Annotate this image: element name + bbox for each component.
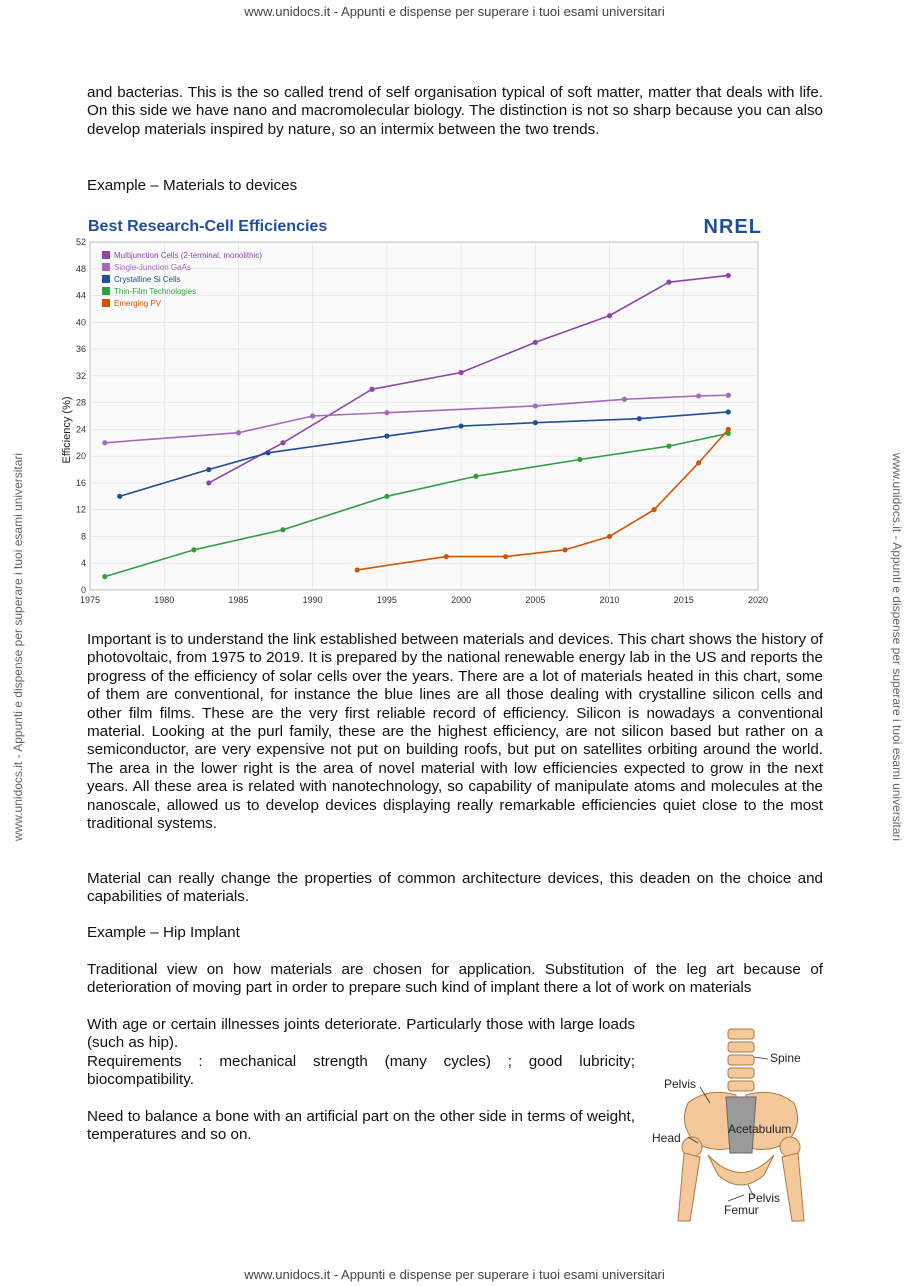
x-tick-label: 1990 — [302, 595, 323, 605]
y-tick-label: 20 — [75, 451, 86, 462]
legend-entry: Multijunction Cells (2-terminal, monolithic) — [114, 251, 263, 260]
right-side-watermark — [887, 420, 904, 880]
x-tick-label: 2015 — [673, 595, 694, 605]
y-tick-label: 0 — [80, 585, 86, 595]
heading-hip-implant: Example – Hip Implant — [87, 924, 240, 941]
y-tick-label: 16 — [75, 477, 86, 488]
series-point-2 — [206, 467, 211, 472]
x-tick-label: 2020 — [747, 595, 769, 605]
series-point-4 — [726, 427, 731, 432]
legend-swatch — [102, 287, 110, 295]
x-tick-label: 2010 — [599, 595, 620, 605]
legend-entry: Thin-Film Technologies — [114, 287, 197, 296]
x-tick-label: 2005 — [525, 595, 546, 605]
heading-materials-to-devices: Example – Materials to devices — [87, 177, 298, 194]
series-point-3 — [473, 474, 478, 479]
series-point-1 — [726, 393, 731, 398]
y-tick-label: 48 — [75, 263, 86, 274]
series-point-1 — [102, 440, 107, 445]
series-point-4 — [651, 507, 656, 512]
series-point-4 — [444, 554, 449, 559]
series-point-3 — [666, 444, 671, 449]
series-point-3 — [280, 527, 285, 532]
left-side-watermark — [8, 420, 25, 880]
paragraph-traditional-view: Traditional view on how materials are chosen for application. Substitution of the leg art because of deterioration of moving part in order to prepare such kind of implant there a lot of work on materials — [87, 961, 823, 997]
series-point-3 — [384, 494, 389, 499]
series-point-2 — [533, 420, 538, 425]
chart-title: Best Research-Cell Efficiencies — [88, 218, 328, 235]
y-tick-label: 40 — [75, 317, 86, 328]
legend-entry: Crystalline Si Cells — [114, 275, 181, 284]
y-tick-label: 28 — [75, 397, 86, 408]
right-side-watermark-text: www.unidocs.it - Appunti e dispense per superare i tuoi esami universitari — [890, 452, 904, 842]
paragraph-age-illnesses: With age or certain illnesses joints deteriorate. Particularly those with large loads (such as hip). — [87, 1016, 635, 1052]
y-tick-label: 36 — [75, 344, 86, 355]
hip-anatomy-illustration — [648, 1025, 828, 1225]
paragraph-architecture-devices: Material can really change the properties of common architecture devices, this deaden on the choice and capabilities of materials. — [87, 870, 823, 906]
chart-plot — [60, 210, 790, 610]
series-point-2 — [637, 416, 642, 421]
header-watermark: www.unidocs.it - Appunti e dispense per superare i tuoi esami universitari — [244, 4, 665, 19]
x-tick-label: 1975 — [79, 595, 101, 605]
chart-logo: NREL — [703, 216, 762, 238]
series-point-1 — [236, 430, 241, 435]
y-axis-label: Efficiency (%) — [61, 396, 73, 464]
label-pelvis-top: Pelvis — [664, 1077, 697, 1091]
series-point-1 — [533, 403, 538, 408]
series-point-1 — [696, 393, 701, 398]
x-tick-label: 1985 — [228, 595, 249, 605]
label-head: Head — [652, 1131, 681, 1145]
series-point-4 — [607, 534, 612, 539]
label-acetabulum: Acetabulum — [728, 1122, 792, 1136]
label-pelvis-bottom: Pelvis — [748, 1191, 781, 1205]
legend-swatch — [102, 263, 110, 271]
y-tick-label: 24 — [75, 424, 86, 435]
y-tick-label: 12 — [75, 504, 86, 515]
x-tick-label: 1980 — [154, 595, 175, 605]
series-point-0 — [206, 480, 211, 485]
series-point-1 — [622, 397, 627, 402]
y-tick-label: 44 — [75, 290, 86, 301]
series-point-2 — [117, 494, 122, 499]
left-side-watermark-text: www.unidocs.it - Appunti e dispense per superare i tuoi esami universitari — [11, 452, 25, 842]
paragraph-materials-devices-link: Important is to understand the link established between materials and devices. This chart shows the history of photovoltaic, from 1975 to 2019. It is prepared by the national renewable energy lab in the US and reports the progress of the efficiency of solar cells over the years. There are a lot of materials heated in this chart, some of them are conventional, for instance the blue lines are all those dealing with crystalline silicon cells and other film films. These are the very first reliable record of efficiency. Silicon is nowadays a conventional material. Looking at the purl family, these are the highest efficiency, are not silicon based but rather on a semiconductor, are very expensive not put on building roofs, but put on satellites orbiting around the world. The area in the lower right is the area of novel material with low efficiencies expected to grow in the next years. All these area is related with nanotechnology, so capability of manipulate atoms and molecules at the nanoscale, allowed us to develop devices displaying really remarkable efficiencies quiet close to the most traditional systems. — [87, 631, 823, 833]
series-point-0 — [607, 313, 612, 318]
series-point-1 — [310, 413, 315, 418]
series-point-0 — [666, 280, 671, 285]
series-point-2 — [726, 409, 731, 414]
series-point-0 — [369, 387, 374, 392]
series-point-1 — [384, 410, 389, 415]
series-point-2 — [266, 450, 271, 455]
series-point-4 — [696, 460, 701, 465]
series-point-3 — [577, 457, 582, 462]
series-point-0 — [280, 440, 285, 445]
series-point-2 — [384, 433, 389, 438]
series-point-3 — [191, 547, 196, 552]
y-tick-label: 52 — [75, 237, 86, 247]
efficiency-chart — [60, 210, 790, 610]
legend-entry: Emerging PV — [114, 299, 162, 308]
series-point-4 — [355, 567, 360, 572]
y-tick-label: 32 — [75, 370, 86, 381]
x-tick-label: 1995 — [376, 595, 397, 605]
legend-swatch — [102, 251, 110, 259]
label-spine: Spine — [770, 1051, 801, 1065]
legend-entry: Single-Junction GaAs — [114, 263, 191, 272]
paragraph-self-organisation: and bacterias. This is the so called trend of self organisation typical of soft matter, matter that deals with life. On this side we have nano and macromolecular biology. The distinction is not so sharp because you can also develop materials inspired by nature, so an intermix between the two trends. — [87, 84, 823, 138]
series-point-2 — [459, 423, 464, 428]
series-point-4 — [503, 554, 508, 559]
series-point-4 — [562, 547, 567, 552]
legend-swatch — [102, 299, 110, 307]
series-point-0 — [726, 273, 731, 278]
paragraph-requirements: Requirements : mechanical strength (many cycles) ; good lubricity; biocompatibility. — [87, 1053, 635, 1089]
series-point-0 — [459, 370, 464, 375]
series-point-3 — [102, 574, 107, 579]
y-tick-label: 8 — [80, 531, 86, 542]
series-point-0 — [533, 340, 538, 345]
x-tick-label: 2000 — [451, 595, 472, 605]
label-femur: Femur — [724, 1203, 759, 1217]
y-tick-label: 4 — [80, 558, 86, 569]
legend-swatch — [102, 275, 110, 283]
paragraph-balance-bone: Need to balance a bone with an artificial part on the other side in terms of weight, temperatures and so on. — [87, 1108, 635, 1144]
footer-watermark: www.unidocs.it - Appunti e dispense per superare i tuoi esami universitari — [244, 1267, 665, 1282]
